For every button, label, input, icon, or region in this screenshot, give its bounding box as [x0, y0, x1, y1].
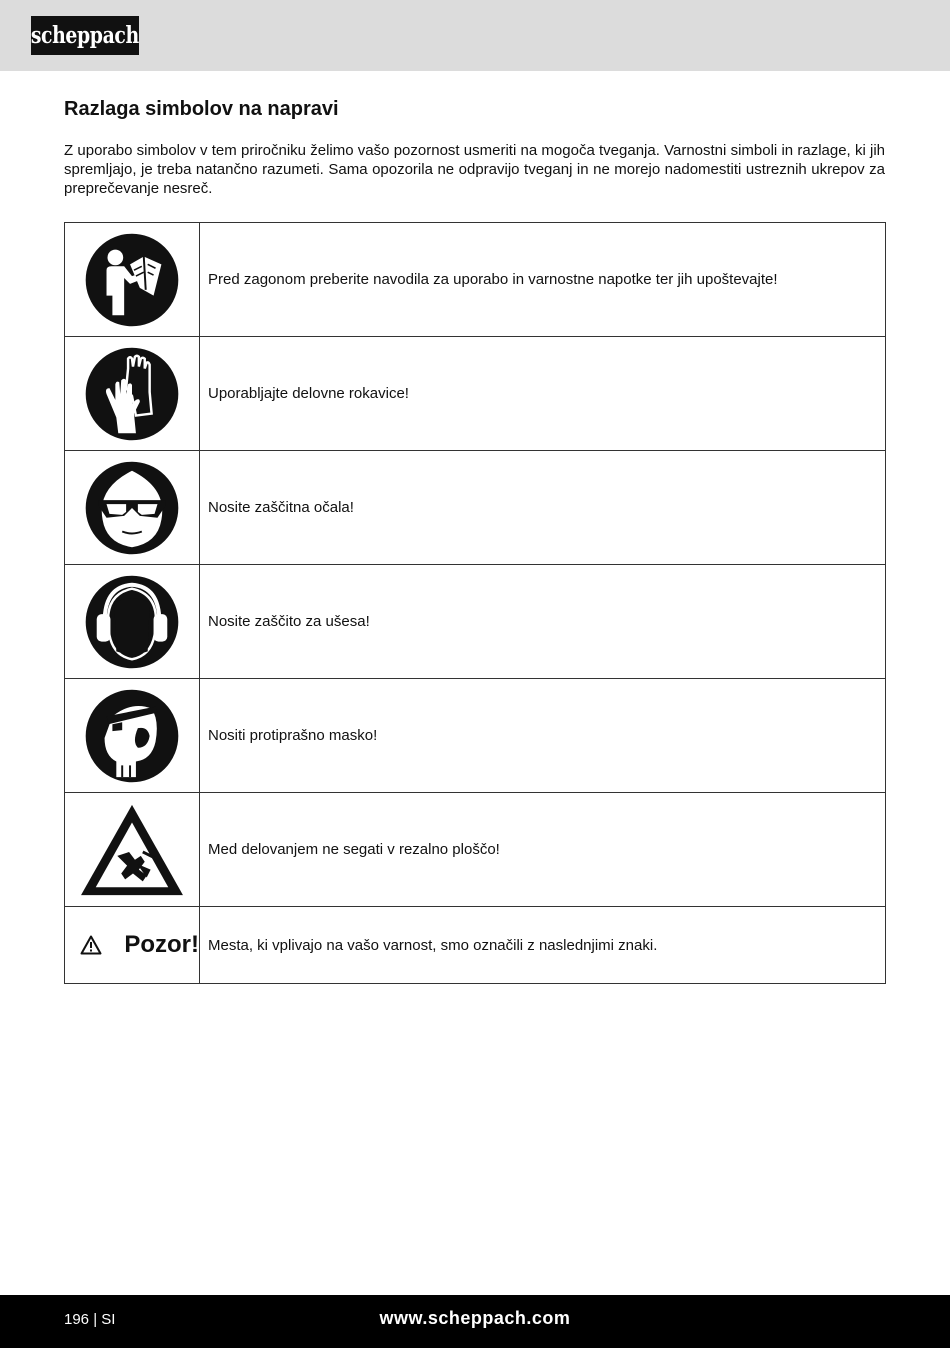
read-manual-icon	[83, 231, 181, 329]
warning-triangle-icon	[80, 935, 102, 955]
table-row	[65, 223, 886, 337]
icon-cell	[65, 565, 200, 679]
symbol-description: Med delovanjem ne segati v rezalno ploščo!	[200, 793, 886, 907]
safety-goggles-icon	[83, 459, 181, 557]
table-row	[65, 793, 886, 907]
pozor-text: Pozor!	[124, 931, 199, 958]
icon-cell	[65, 451, 200, 565]
scheppach-logo: scheppach	[31, 16, 139, 55]
ear-protection-icon	[83, 573, 181, 671]
pozor-label	[65, 931, 199, 959]
table-row	[65, 565, 886, 679]
symbol-description: Mesta, ki vplivajo na vašo varnost, smo označili z naslednjimi znaki.	[200, 907, 886, 984]
dust-mask-icon	[83, 687, 181, 785]
table-row	[65, 907, 886, 984]
gloves-icon	[83, 345, 181, 443]
table-row	[65, 451, 886, 565]
symbol-description: Uporabljajte delovne rokavice!	[200, 337, 886, 451]
symbols-table	[64, 222, 886, 984]
icon-cell	[65, 907, 200, 984]
icon-cell	[65, 679, 200, 793]
symbol-description: Nosite zaščito za ušesa!	[200, 565, 886, 679]
header-band	[0, 0, 950, 71]
website-link[interactable]: www.scheppach.com	[379, 1308, 571, 1328]
symbol-description: Nosite zaščitna očala!	[200, 451, 886, 565]
icon-cell	[65, 793, 200, 907]
symbol-description: Nositi protiprašno masko!	[200, 679, 886, 793]
page-number: 196 | SI	[64, 1311, 116, 1328]
page-title: Razlaga simbolov na napravi	[64, 98, 339, 120]
footer	[0, 1295, 950, 1348]
icon-cell	[65, 223, 200, 337]
intro-paragraph: Z uporabo simbolov v tem priročniku želimo vašo pozornost usmeriti na mogoča tveganja. Varnostni simboli in razlage, ki jih spremljajo, je treba natančno razumeti. Sama opozorila ne odpravijo tveganj in ne morejo nadomestiti ustreznih ukrepov za preprečevanje nesreč.	[64, 142, 885, 197]
table-row	[65, 337, 886, 451]
blade-warning-icon	[78, 801, 186, 899]
table-row	[65, 679, 886, 793]
symbol-description: Pred zagonom preberite navodila za uporabo in varnostne napotke ter jih upoštevajte!	[200, 223, 886, 337]
icon-cell	[65, 337, 200, 451]
